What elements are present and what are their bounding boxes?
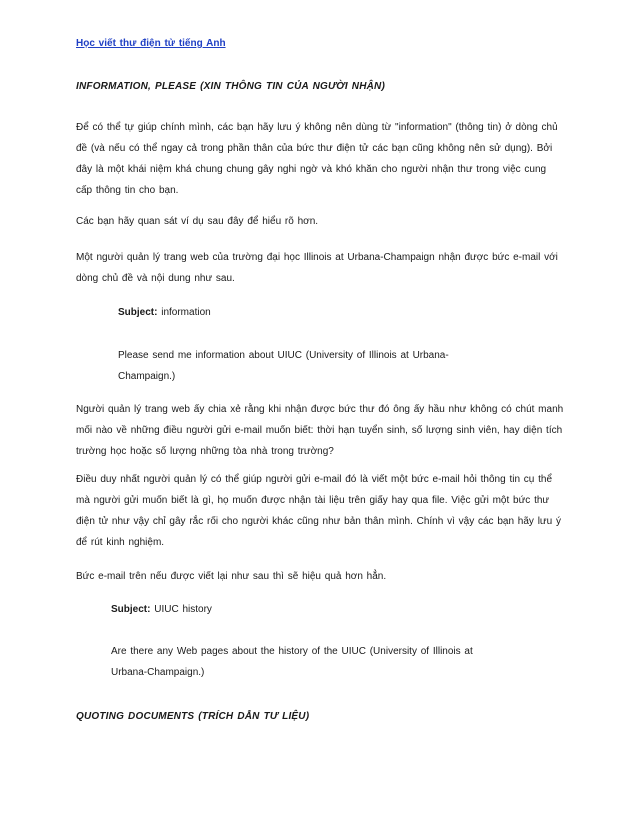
section-heading-quoting: QUOTING DOCUMENTS (TRÍCH DẪN TƯ LIỆU) [76, 711, 310, 722]
example2-subject-line [111, 599, 491, 620]
example1-subject-value: information [157, 307, 211, 318]
title-block [76, 33, 566, 54]
paragraph-webmaster: Một người quản lý trang web của trường đại học Illinois at Urbana-Champaign nhận được bức e-mail với dòng chủ đề và nội dung như sau. [76, 252, 558, 284]
example2-subject-label: Subject: [111, 604, 151, 615]
paragraph-rewrite: Bức e-mail trên nếu được viết lại như sau thì sẽ hiệu quả hơn hẳn. [76, 571, 387, 582]
title-link[interactable]: Học viết thư điện tử tiếng Anh [76, 38, 226, 49]
paragraph-webmaster-reaction: Người quản lý trang web ấy chia xẻ rằng khi nhận được bức thư đó ông ấy hầu như không có chút manh mối nào về những điều người gửi e-mail muốn biết: thời hạn tuyển sinh, số lượng sinh viên, hay diện tích trường học hoặc số lượng những tòa nhà trong trường? [76, 404, 564, 457]
example2-subject-value: UIUC history [150, 604, 212, 615]
example1-subject-label: Subject: [118, 307, 158, 318]
example1-body: Please send me information about UIUC (University of Illinois at Urbana-Champaign.) [118, 350, 449, 382]
section-heading-information: INFORMATION, PLEASE (XIN THÔNG TIN CỦA NGƯỜI NHẬN) [76, 81, 386, 92]
paragraph-intro: Để có thể tự giúp chính mình, các bạn hãy lưu ý không nên dùng từ "information" (thông tin) ở dòng chủ đề (và nếu có thể ngay cả trong phần thân của bức thư điện tử các bạn cũng không nên sử dụng). Bởi đây là một khái niệm khá chung chung gây nghi ngờ và khó khăn cho người nhận thư trong việc cung cấp thông tin cho bạn. [76, 122, 558, 196]
example1-subject-line [118, 302, 478, 323]
paragraph-consequence: Điều duy nhất người quản lý có thể giúp người gửi e-mail đó là viết một bức e-mail hỏi thông tin cụ thể mà người gửi muốn biết là gì, họ muốn được nhận tài liệu trên giấy hay qua file. Việc gửi một bức thư điện tử như vậy chỉ gây rắc rối cho người khác cũng như bản thân mình. Chính vì vậy các bạn hãy lưu ý để rút kinh nghiệm. [76, 474, 561, 548]
paragraph-example-prompt: Các bạn hãy quan sát ví dụ sau đây để hiểu rõ hơn. [76, 216, 319, 227]
example2-body: Are there any Web pages about the history of the UIUC (University of Illinois at Urbana-Champaign.) [111, 646, 473, 678]
